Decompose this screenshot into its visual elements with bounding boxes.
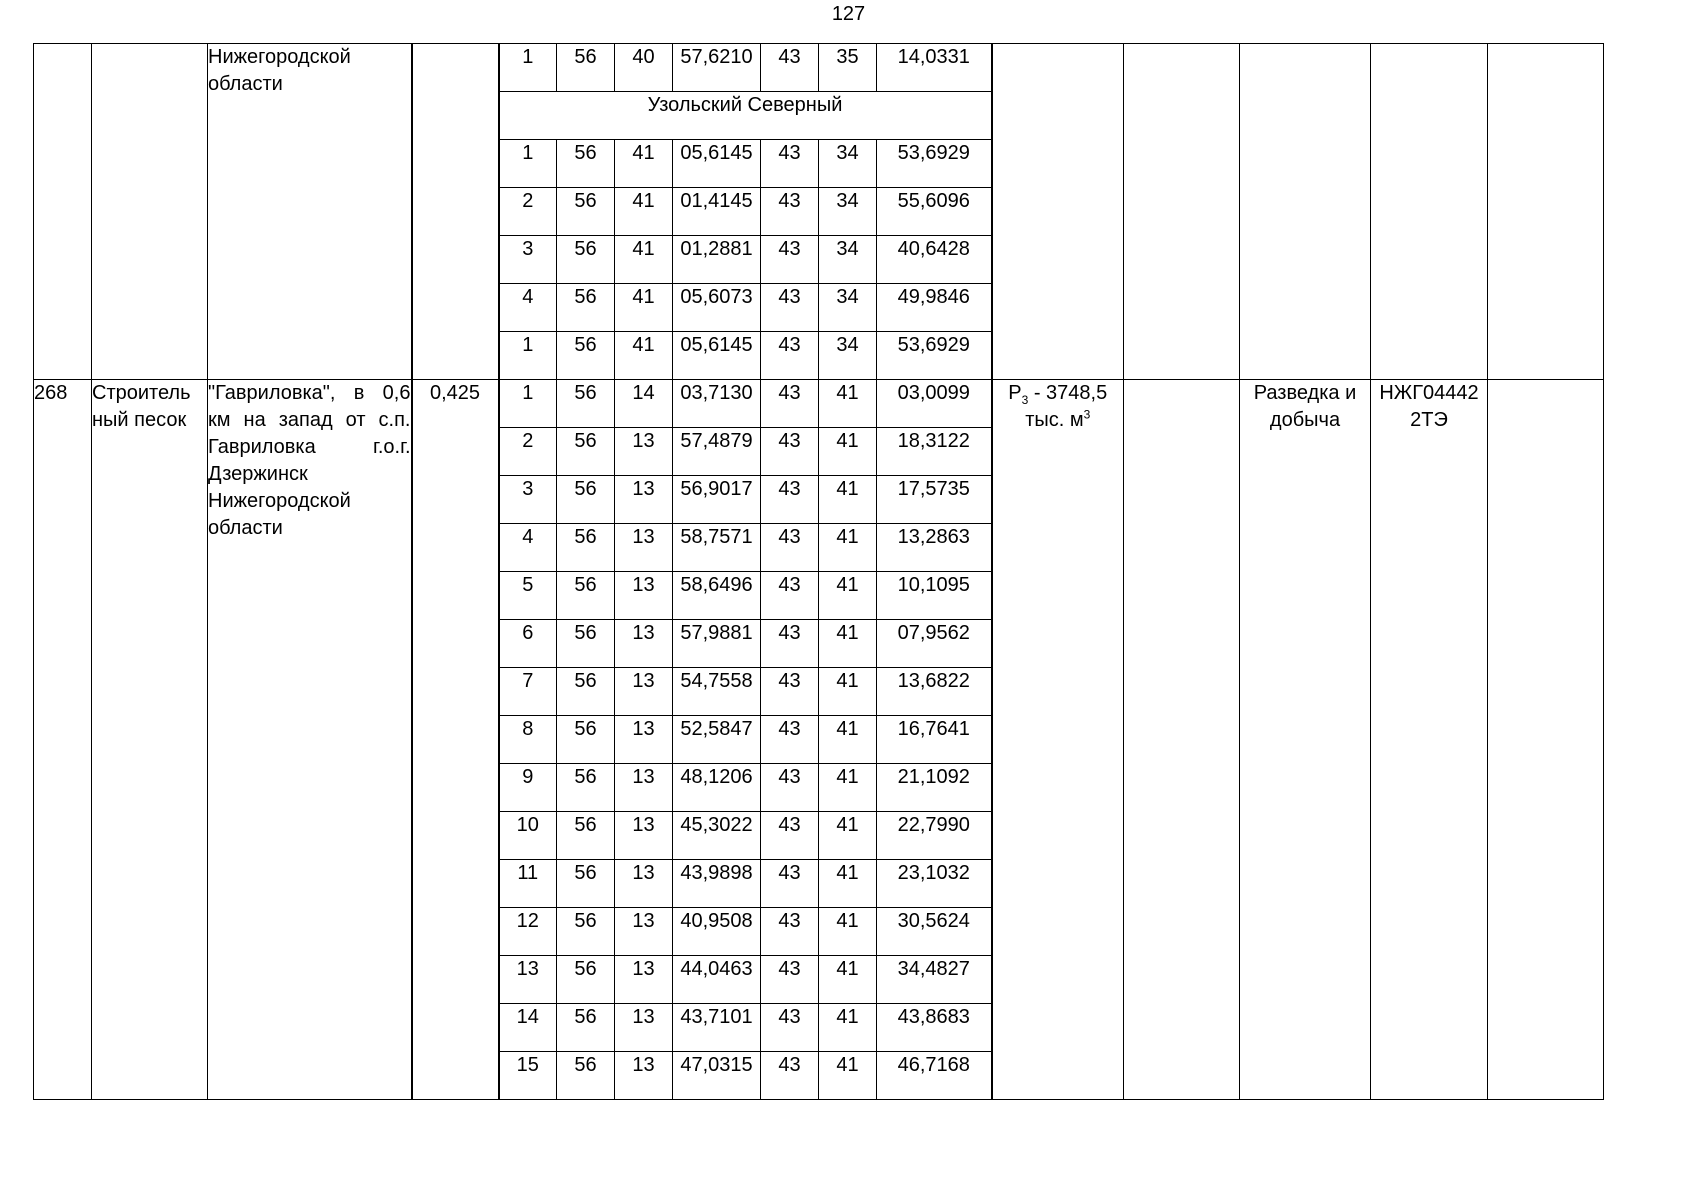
coord-cell: 14 <box>499 1004 557 1052</box>
coord-cell: 45,3022 <box>673 812 761 860</box>
purpose-cell <box>1240 44 1371 380</box>
coord-cell: 43 <box>761 1004 819 1052</box>
coord-cell: 57,4879 <box>673 428 761 476</box>
coord-cell: 58,6496 <box>673 572 761 620</box>
coord-cell: 43 <box>761 620 819 668</box>
coord-cell: 49,9846 <box>877 284 992 332</box>
coord-cell: 41 <box>819 524 877 572</box>
coord-cell: 43,7101 <box>673 1004 761 1052</box>
coord-cell: 40,9508 <box>673 908 761 956</box>
coord-cell: 7 <box>499 668 557 716</box>
location-line: области <box>208 73 283 95</box>
coord-cell: 43 <box>761 140 819 188</box>
coord-cell: 47,0315 <box>673 1052 761 1100</box>
coord-cell: 43 <box>761 380 819 428</box>
coord-cell: 52,5847 <box>673 716 761 764</box>
coord-cell: 4 <box>499 284 557 332</box>
coord-cell: 56 <box>557 236 615 284</box>
coord-cell: 43 <box>761 572 819 620</box>
coord-cell: 43 <box>761 332 819 380</box>
table-row <box>34 380 1604 428</box>
coord-cell: 34 <box>819 332 877 380</box>
coord-cell: 41 <box>819 1052 877 1100</box>
coord-cell: 23,1032 <box>877 860 992 908</box>
coord-cell: 43 <box>761 764 819 812</box>
coord-cell: 43 <box>761 956 819 1004</box>
coord-cell: 43 <box>761 236 819 284</box>
coord-cell: 13 <box>615 956 673 1004</box>
resources-cell <box>992 380 1124 1100</box>
coord-cell: 43 <box>761 524 819 572</box>
coord-cell: 56 <box>557 380 615 428</box>
license-cell <box>1371 44 1488 380</box>
coord-cell: 5 <box>499 572 557 620</box>
resources-unit-exponent: 3 <box>1083 407 1091 422</box>
coord-cell: 40 <box>615 44 673 92</box>
coord-cell: 56 <box>557 188 615 236</box>
coord-cell: 01,4145 <box>673 188 761 236</box>
coord-cell: 13,2863 <box>877 524 992 572</box>
coord-cell: 43 <box>761 1052 819 1100</box>
coord-cell: 56 <box>557 764 615 812</box>
coord-cell: 10,1095 <box>877 572 992 620</box>
coord-cell: 43 <box>761 908 819 956</box>
coord-cell: 41 <box>819 860 877 908</box>
coord-cell: 56 <box>557 44 615 92</box>
note-cell <box>1488 380 1604 1100</box>
blank-cell <box>1124 380 1240 1100</box>
coord-cell: 41 <box>819 428 877 476</box>
coord-cell: 43 <box>761 476 819 524</box>
coord-cell: 56,9017 <box>673 476 761 524</box>
coord-cell: 41 <box>615 140 673 188</box>
coord-cell: 56 <box>557 860 615 908</box>
coord-cell: 56 <box>557 956 615 1004</box>
area-cell: 0,425 <box>412 380 499 1100</box>
coord-cell: 14,0331 <box>877 44 992 92</box>
coord-cell: 40,6428 <box>877 236 992 284</box>
coord-cell: 56 <box>557 284 615 332</box>
coord-cell: 41 <box>819 668 877 716</box>
coord-cell: 1 <box>499 380 557 428</box>
number-cell: 268 <box>34 380 92 1100</box>
coord-cell: 05,6145 <box>673 332 761 380</box>
coord-cell: 03,0099 <box>877 380 992 428</box>
coord-cell: 18,3122 <box>877 428 992 476</box>
coord-cell: 58,7571 <box>673 524 761 572</box>
coord-cell: 34 <box>819 188 877 236</box>
coord-cell: 17,5735 <box>877 476 992 524</box>
area-cell <box>412 44 499 380</box>
coord-cell: 13 <box>615 428 673 476</box>
location-cell: "Гавриловка", в 0,6 км на запад от с.п. Гавриловка г.о.г. Дзержинск Нижегородской области <box>208 380 412 1100</box>
coord-cell: 34 <box>819 140 877 188</box>
coord-cell: 3 <box>499 236 557 284</box>
coord-cell: 55,6096 <box>877 188 992 236</box>
coord-cell: 46,7168 <box>877 1052 992 1100</box>
coord-cell: 41 <box>819 380 877 428</box>
coord-cell: 13 <box>615 1052 673 1100</box>
coord-cell: 13 <box>615 476 673 524</box>
coord-cell: 13 <box>615 620 673 668</box>
coord-cell: 07,9562 <box>877 620 992 668</box>
mineral-cell: Строитель ный песок <box>92 380 208 1100</box>
coord-cell: 1 <box>499 332 557 380</box>
coord-cell: 54,7558 <box>673 668 761 716</box>
resources-value: - 3748,5 тыс. м <box>1025 382 1108 431</box>
coord-cell: 43 <box>761 428 819 476</box>
coord-cell: 13 <box>615 812 673 860</box>
coord-cell: 13 <box>615 860 673 908</box>
license-table <box>33 43 1604 1100</box>
coord-cell: 01,2881 <box>673 236 761 284</box>
coord-cell: 43 <box>761 44 819 92</box>
table-body <box>34 44 1604 1100</box>
coord-cell: 14 <box>615 380 673 428</box>
coord-cell: 10 <box>499 812 557 860</box>
coord-cell: 57,9881 <box>673 620 761 668</box>
coord-cell: 43 <box>761 716 819 764</box>
coord-cell: 1 <box>499 140 557 188</box>
coord-cell: 2 <box>499 188 557 236</box>
page-number: 127 <box>831 3 866 25</box>
coord-cell: 9 <box>499 764 557 812</box>
coord-cell: 43 <box>761 188 819 236</box>
coord-cell: 43 <box>761 812 819 860</box>
coord-cell: 56 <box>557 1052 615 1100</box>
coord-cell: 05,6073 <box>673 284 761 332</box>
license-cell: НЖГ04442 2ТЭ <box>1371 380 1488 1100</box>
coord-cell: 56 <box>557 908 615 956</box>
coord-cell: 13 <box>615 1004 673 1052</box>
coord-cell: 6 <box>499 620 557 668</box>
blank-cell <box>1124 44 1240 380</box>
coord-cell: 41 <box>615 332 673 380</box>
coord-cell: 13 <box>615 764 673 812</box>
coord-cell: 43,9898 <box>673 860 761 908</box>
coord-cell: 41 <box>819 956 877 1004</box>
coord-cell: 41 <box>819 620 877 668</box>
coord-cell: 34 <box>819 236 877 284</box>
coord-cell: 13 <box>615 908 673 956</box>
coord-cell: 3 <box>499 476 557 524</box>
subsection-title: Узольский Северный <box>499 92 992 140</box>
coord-cell: 56 <box>557 812 615 860</box>
coord-cell: 41 <box>819 716 877 764</box>
coord-cell: 13,6822 <box>877 668 992 716</box>
coord-cell: 43 <box>761 860 819 908</box>
coord-cell: 43 <box>761 668 819 716</box>
coord-cell: 56 <box>557 572 615 620</box>
coord-cell: 56 <box>557 716 615 764</box>
coord-cell: 21,1092 <box>877 764 992 812</box>
coord-cell: 56 <box>557 476 615 524</box>
coord-cell: 41 <box>819 812 877 860</box>
coord-cell: 30,5624 <box>877 908 992 956</box>
coord-cell: 2 <box>499 428 557 476</box>
coord-cell: 41 <box>819 1004 877 1052</box>
coord-cell: 56 <box>557 524 615 572</box>
coord-cell: 41 <box>819 476 877 524</box>
coord-cell: 44,0463 <box>673 956 761 1004</box>
coord-cell: 43,8683 <box>877 1004 992 1052</box>
purpose-cell: Разведка и добыча <box>1240 380 1371 1100</box>
coord-cell: 41 <box>615 284 673 332</box>
coord-cell: 34 <box>819 284 877 332</box>
coord-cell: 13 <box>499 956 557 1004</box>
coord-cell: 48,1206 <box>673 764 761 812</box>
coord-cell: 16,7641 <box>877 716 992 764</box>
coord-cell: 56 <box>557 620 615 668</box>
coord-cell: 15 <box>499 1052 557 1100</box>
coord-cell: 41 <box>615 236 673 284</box>
coord-cell: 11 <box>499 860 557 908</box>
coord-cell: 35 <box>819 44 877 92</box>
coord-cell: 13 <box>615 668 673 716</box>
coord-cell: 43 <box>761 284 819 332</box>
coord-cell: 56 <box>557 332 615 380</box>
location-line: Нижегородской <box>208 46 351 68</box>
coord-cell: 41 <box>819 572 877 620</box>
coord-cell: 41 <box>819 764 877 812</box>
coord-cell: 8 <box>499 716 557 764</box>
coord-cell: 53,6929 <box>877 140 992 188</box>
coord-cell: 41 <box>819 908 877 956</box>
resources-cell <box>992 44 1124 380</box>
coord-cell: 57,6210 <box>673 44 761 92</box>
location-cell <box>208 44 412 380</box>
coord-cell: 05,6145 <box>673 140 761 188</box>
coord-cell: 56 <box>557 140 615 188</box>
coord-cell: 56 <box>557 428 615 476</box>
note-cell <box>1488 44 1604 380</box>
resources-subscript: 3 <box>1021 393 1029 407</box>
table-row <box>34 44 1604 92</box>
coord-cell: 4 <box>499 524 557 572</box>
mineral-cell <box>92 44 208 380</box>
coord-cell: 41 <box>615 188 673 236</box>
number-cell <box>34 44 92 380</box>
resources-prefix: P <box>1008 382 1022 404</box>
coord-cell: 1 <box>499 44 557 92</box>
coord-cell: 34,4827 <box>877 956 992 1004</box>
coord-cell: 13 <box>615 572 673 620</box>
coord-cell: 03,7130 <box>673 380 761 428</box>
coord-cell: 22,7990 <box>877 812 992 860</box>
coord-cell: 56 <box>557 668 615 716</box>
coord-cell: 53,6929 <box>877 332 992 380</box>
coord-cell: 13 <box>615 524 673 572</box>
coord-cell: 12 <box>499 908 557 956</box>
coord-cell: 56 <box>557 1004 615 1052</box>
coord-cell: 13 <box>615 716 673 764</box>
